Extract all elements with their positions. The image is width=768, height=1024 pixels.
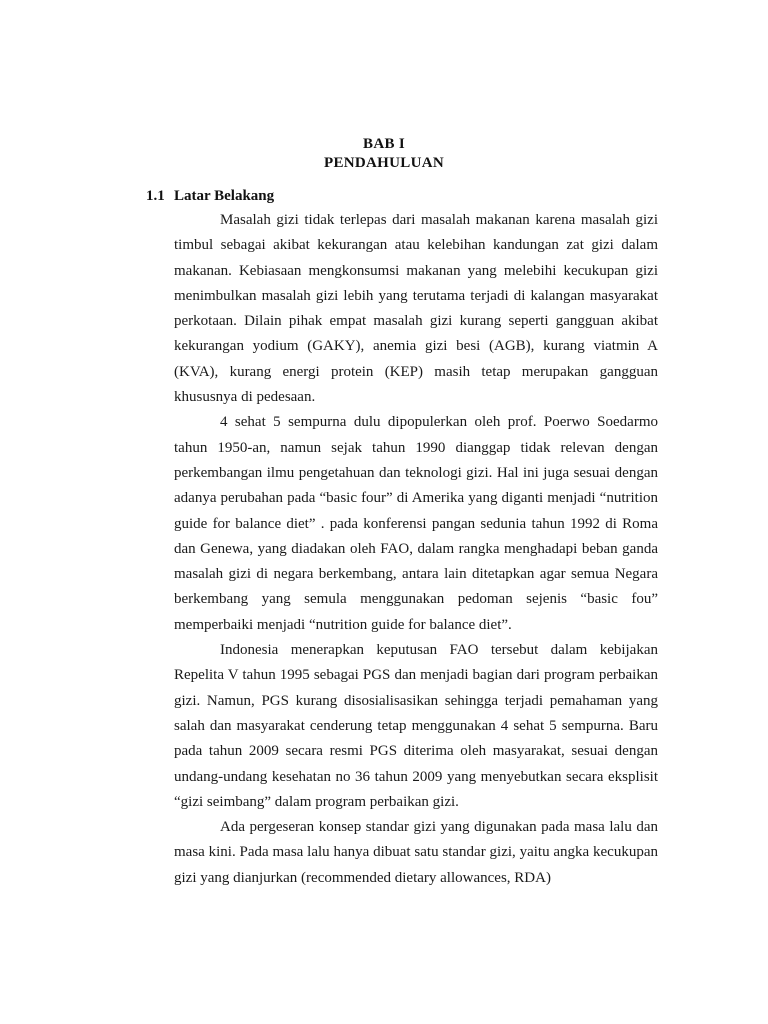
section-number: 1.1 (146, 188, 165, 204)
section-title: Latar Belakang (174, 188, 275, 204)
chapter-title: PENDAHULUAN (324, 155, 444, 171)
paragraph-3: Indonesia menerapkan keputusan FAO tersebut dalam kebijakan Repelita V tahun 1995 sebagai PGS dan menjadi bagian dari program perbaikan gizi. Namun, PGS kurang disosialisasikan sehingga terjadi pemahaman yang salah dan masyarakat cenderung tetap menggunakan 4 sehat 5 sempurna. Baru pada tahun 2009 secara resmi PGS diterima oleh masyarakat, sesuai dengan undang-undang kesehatan no 36 tahun 2009 yang menyebutkan secara eksplisit “gizi seimbang” dalam program perbaikan gizi. (174, 642, 658, 810)
section-heading (146, 188, 274, 205)
paragraph-2: 4 sehat 5 sempurna dulu dipopulerkan oleh prof. Poerwo Soedarmo tahun 1950-an, namun sejak tahun 1990 dianggap tidak relevan dengan perkembangan ilmu pengetahuan dan teknologi gizi. Hal ini juga sesuai dengan adanya perubahan pada “basic four” di Amerika yang diganti menjadi “nutrition guide for balance diet” . pada konferensi pangan sedunia tahun 1992 di Roma dan Genewa, yang diadakan oleh FAO, dalam rangka menghadapi beban ganda masalah gizi di negara berkembang, antara lain ditetapkan agar semua Negara berkembang yang semula menggunakan pedoman sejenis “basic fou” memperbaiki menjadi “nutrition guide for balance diet”. (174, 414, 658, 633)
paragraph-1: Masalah gizi tidak terlepas dari masalah makanan karena masalah gizi timbul sebagai akibat kekurangan atau kelebihan kandungan zat gizi dalam makanan. Kebiasaan mengkonsumsi makanan yang melebihi kecukupan gizi menimbulkan masalah gizi lebih yang terutama terjadi di kalangan masyarakat perkotaan. Dilain pihak empat masalah gizi kurang seperti gangguan akibat kekurangan yodium (GAKY), anemia gizi besi (AGB), kurang viatmin A (KVA), kurang energi protein (KEP) masih tetap merupakan gangguan khususnya di pedesaan. (174, 212, 658, 406)
paragraph-4: Ada pergeseran konsep standar gizi yang digunakan pada masa lalu dan masa kini. Pada masa lalu hanya dibuat satu standar gizi, yaitu angka kecukupan gizi yang dianjurkan (recommended dietary allowances, RDA) (174, 819, 658, 886)
chapter-number: BAB I (363, 136, 405, 152)
body-text (174, 208, 658, 891)
